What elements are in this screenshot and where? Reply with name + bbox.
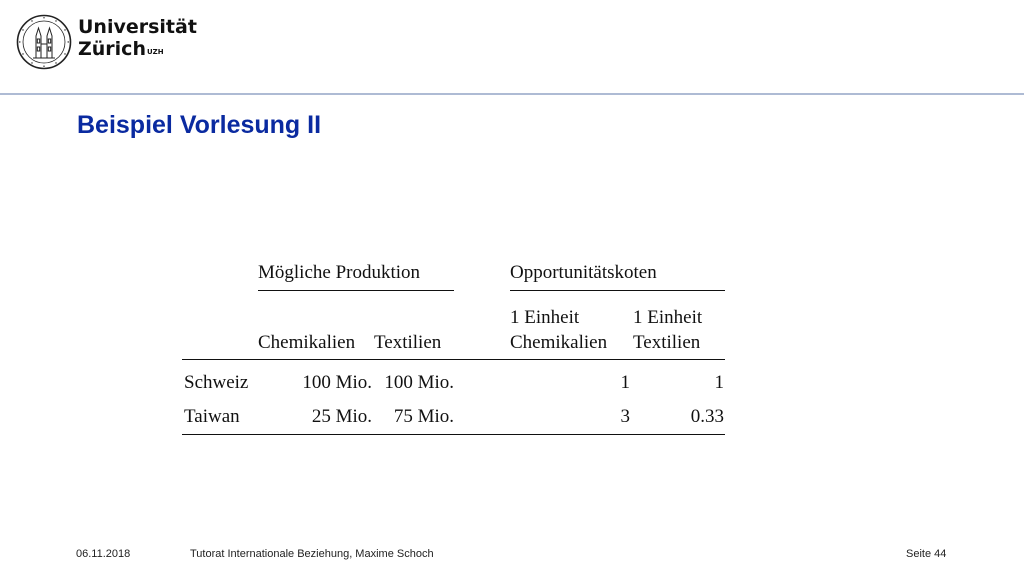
col-header-textilien: Textilien xyxy=(374,332,442,353)
row-opp-text: 0.33 xyxy=(690,406,724,427)
row-text-production: 100 Mio. xyxy=(384,372,454,393)
col-header-opp-text-line2: Textilien xyxy=(633,332,701,353)
row-country: Taiwan xyxy=(184,406,240,427)
logo-superscript: UZH xyxy=(146,48,164,56)
footer-date: 06.11.2018 xyxy=(76,548,131,560)
col-header-opp-chem-line1: 1 Einheit xyxy=(510,307,580,328)
row-text-production: 75 Mio. xyxy=(393,406,454,427)
group-header-production: Mögliche Produktion xyxy=(258,262,421,283)
col-header-chemikalien: Chemikalien xyxy=(258,332,356,353)
footer-presentation-info: Tutorat Internationale Beziehung, Maxime Schoch xyxy=(190,548,434,560)
header-rule xyxy=(182,359,725,360)
col-header-opp-chem-line2: Chemikalien xyxy=(510,332,608,353)
col-header-opp-text-line1: 1 Einheit xyxy=(633,307,703,328)
bottom-rule xyxy=(182,434,725,435)
group-rule-production xyxy=(258,290,454,291)
row-opp-chem: 3 xyxy=(620,406,630,427)
group-rule-opportunity xyxy=(510,290,725,291)
footer-page-number: Seite 44 xyxy=(906,548,947,560)
row-opp-chem: 1 xyxy=(620,372,630,393)
slide-title: Beispiel Vorlesung II xyxy=(77,111,322,139)
row-chem-production: 100 Mio. xyxy=(302,372,372,393)
row-country: Schweiz xyxy=(184,372,249,393)
row-chem-production: 25 Mio. xyxy=(311,406,372,427)
group-header-opportunity: Opportunitätskoten xyxy=(510,262,657,283)
logo-line-2-text: Zürich xyxy=(78,38,146,60)
row-opp-text: 1 xyxy=(714,372,724,393)
logo-line-1: Universität xyxy=(78,16,197,38)
